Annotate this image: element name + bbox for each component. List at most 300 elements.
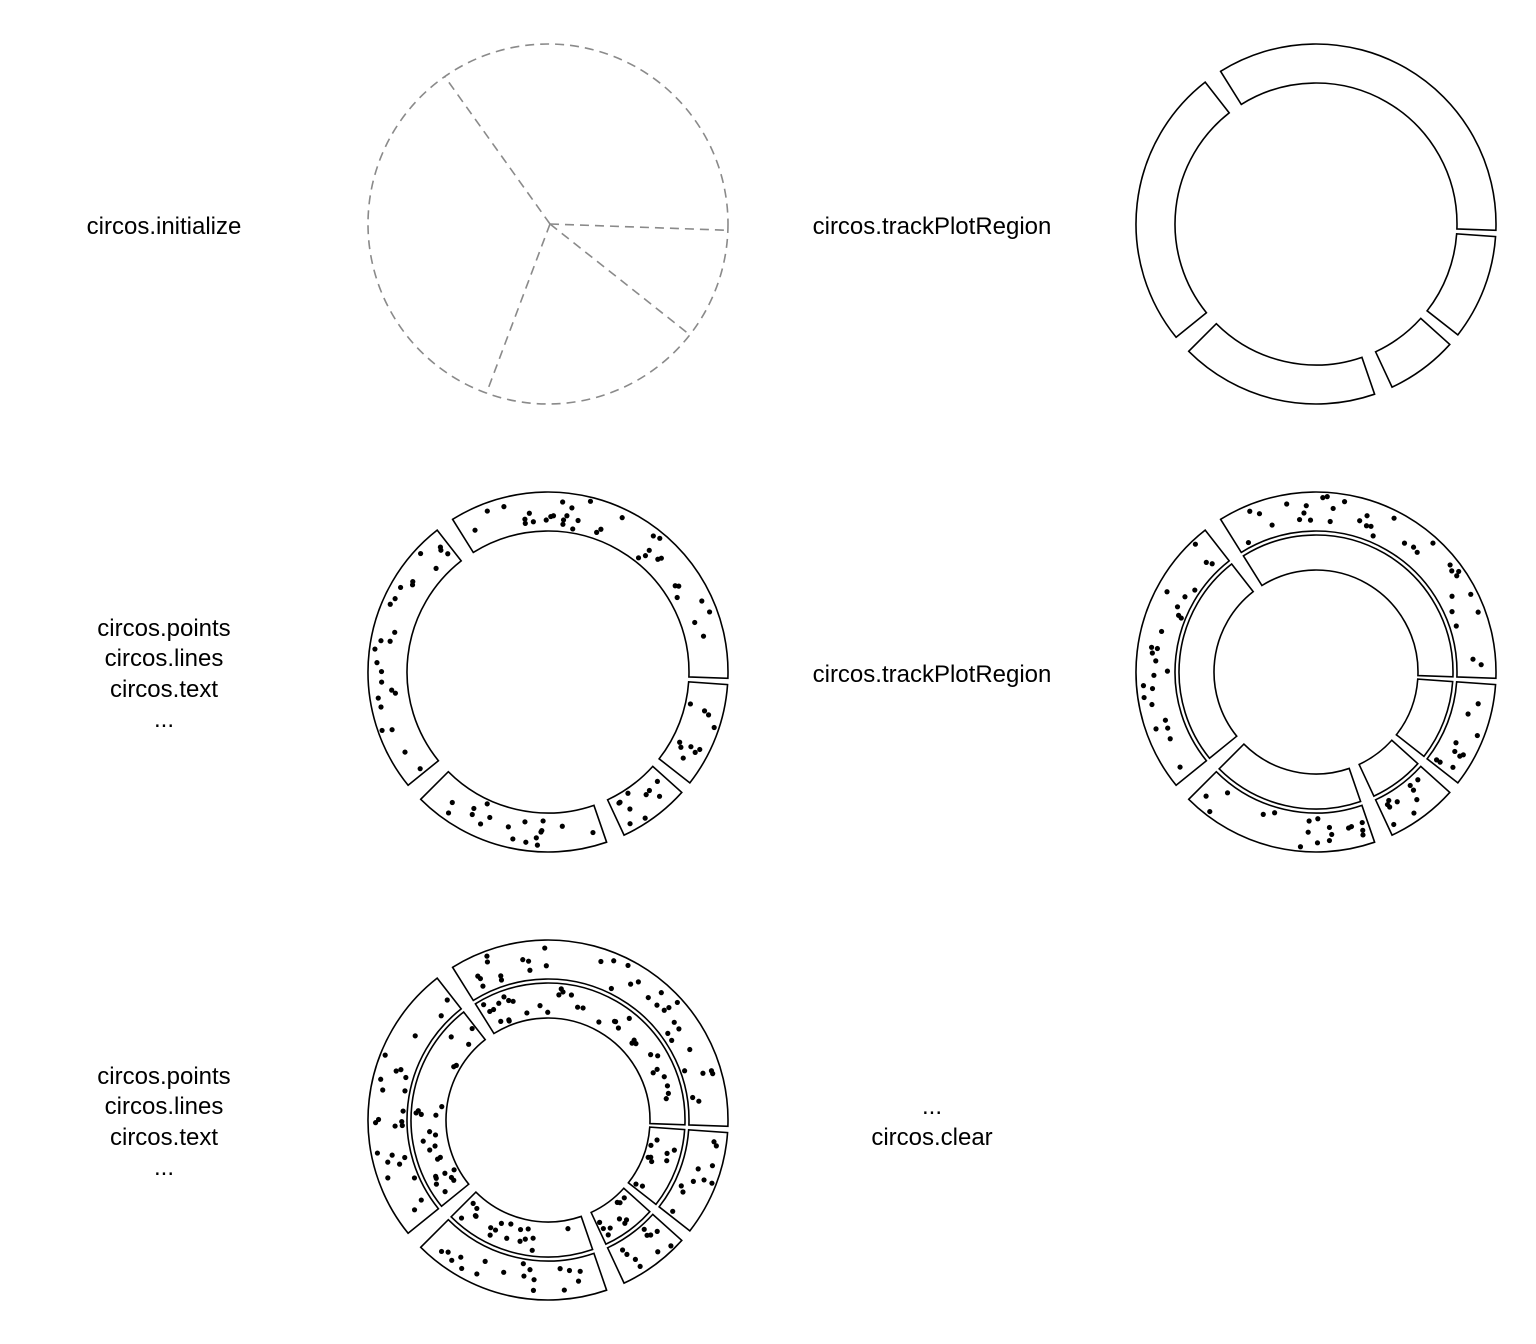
track1-sector-1-point xyxy=(560,499,565,504)
track2-sector-1-point xyxy=(524,1010,529,1015)
track1-sector-2-point xyxy=(1141,683,1146,688)
track1-sector-4-point xyxy=(655,779,660,784)
track1-sector-3-point xyxy=(578,1269,583,1274)
track1-sector-2-point xyxy=(418,551,423,556)
track2-sector-3-point xyxy=(473,1213,478,1218)
track2-sector-1-point xyxy=(481,1002,486,1007)
track1-sector-2-point xyxy=(403,1075,408,1080)
track1-sector-3-point xyxy=(1315,840,1320,845)
track2-sector-4 xyxy=(1359,740,1418,796)
track2-sector-4-point xyxy=(606,1232,611,1237)
track2-sector-5-point xyxy=(648,1143,653,1148)
track2-sector-1-point xyxy=(580,1005,585,1010)
track1-sector-3-point xyxy=(1349,824,1354,829)
track1-sector-1 xyxy=(1221,44,1496,230)
track1-sector-3-point xyxy=(1327,825,1332,830)
track2-sector-3-point xyxy=(493,1227,498,1232)
track1-sector-3-point xyxy=(510,836,515,841)
track1-sector-4-point xyxy=(1411,810,1416,815)
track2-sector-4-point xyxy=(608,1225,613,1230)
track2-sector-4-point xyxy=(597,1220,602,1225)
track1-sector-3-point xyxy=(531,1288,536,1293)
track1-sector-1-point xyxy=(570,526,575,531)
track1-sector-1-point xyxy=(676,1026,681,1031)
track1-sector-3-point xyxy=(506,824,511,829)
track2-sector-1-point xyxy=(545,1010,550,1015)
track1-sector-1-point xyxy=(1415,550,1420,555)
track1-sector-1-point xyxy=(527,968,532,973)
label-lines-2: circos.lines xyxy=(104,1093,224,1120)
track1-sector-1-point xyxy=(1402,541,1407,546)
track1-sector-5-point xyxy=(1438,760,1443,765)
track1-sector-3-point xyxy=(1360,820,1365,825)
label-points-1: circos.points xyxy=(97,615,231,642)
track2-sector-3-point xyxy=(488,1233,493,1238)
track1-sector-5-point xyxy=(1476,701,1481,706)
track1-sector-5-point xyxy=(710,1163,715,1168)
track1-sector-3-point xyxy=(1360,828,1365,833)
initialized-circle xyxy=(368,44,728,404)
track1-sector-3-point xyxy=(558,1266,563,1271)
track1-sector-1-point xyxy=(1454,573,1459,578)
label-track-plot-region-2: circos.trackPlotRegion xyxy=(812,661,1052,688)
label-ellipsis-2: ... xyxy=(153,1154,175,1181)
track2-sector-2-point xyxy=(433,1174,438,1179)
track1-sector-2-point xyxy=(401,1108,406,1113)
track2-sector-2-point xyxy=(451,1167,456,1172)
track1-sector-2-point xyxy=(1149,702,1154,707)
track2-sector-2-point xyxy=(433,1113,438,1118)
track1-sector-3 xyxy=(1189,324,1375,404)
label-points-2: circos.points xyxy=(97,1063,231,1090)
track1-sector-3 xyxy=(421,1220,607,1300)
track1-sector-1-point xyxy=(472,528,477,533)
track1-sector-1-point xyxy=(1364,523,1369,528)
track1-sector-4-point xyxy=(1395,799,1400,804)
track1-sector-4-point xyxy=(1387,804,1392,809)
track1-sector-1-point xyxy=(484,954,489,959)
track1-sector-3-point xyxy=(1261,812,1266,817)
track2-sector-2-point xyxy=(466,1042,471,1047)
track1-sector-3-point xyxy=(1298,844,1303,849)
track1-sector-5-point xyxy=(712,725,717,730)
track1-sector-1-point xyxy=(544,517,549,522)
track1-sector-4-point xyxy=(1408,783,1413,788)
track1-sector-2-point xyxy=(1210,561,1215,566)
track1-sector-2-point xyxy=(1150,686,1155,691)
track1-sector-5-point xyxy=(697,747,702,752)
track1-sector-2-point xyxy=(1179,615,1184,620)
track1-sector-3-point xyxy=(446,810,451,815)
track2-sector-3-point xyxy=(565,1226,570,1231)
track1-sector-4-point xyxy=(644,1233,649,1238)
track1-sector-3-point xyxy=(501,1270,506,1275)
track2-sector-2-point xyxy=(434,1182,439,1187)
track1-sector-1-point xyxy=(1449,568,1454,573)
track2-sector-3-point xyxy=(499,1221,504,1226)
track1-sector-3-point xyxy=(1207,809,1212,814)
track1-sector-1-point xyxy=(1257,511,1262,516)
track1-sector-1-point xyxy=(666,1005,671,1010)
track1-sector-2-point xyxy=(376,695,381,700)
track2-sector-5-point xyxy=(640,1183,645,1188)
track2-sector-2-point xyxy=(416,1108,421,1113)
track1-sector-2-point xyxy=(1163,718,1168,723)
track1-sector-5 xyxy=(1427,682,1495,783)
track1-sector-1-point xyxy=(561,517,566,522)
track1-sector-1-point xyxy=(675,595,680,600)
track1-sector-3-point xyxy=(1306,830,1311,835)
track1-sector-2-point xyxy=(378,1077,383,1082)
track1-sector-1-point xyxy=(662,1008,667,1013)
track1-sector-3-point xyxy=(527,1267,532,1272)
sector-boundary-1 xyxy=(550,224,728,230)
track1-sector-1-point xyxy=(1448,562,1453,567)
track1-sector-1-point xyxy=(654,1003,659,1008)
track2-sector-1 xyxy=(1243,535,1453,677)
track1-sector-1-point xyxy=(485,959,490,964)
track1-sector-2-point xyxy=(1204,560,1209,565)
track2-sector-1-point xyxy=(511,999,516,1004)
track1-sector-2-point xyxy=(389,688,394,693)
track2-sector-5-point xyxy=(648,1155,653,1160)
track1-sector-1-point xyxy=(485,508,490,513)
track1-sector-1-point xyxy=(501,504,506,509)
track1-sector-4-point xyxy=(668,1243,673,1248)
track1-sector-4-point xyxy=(644,792,649,797)
track1-sector-2 xyxy=(368,530,461,785)
track1-sector-2-point xyxy=(379,669,384,674)
track2-sector-3-point xyxy=(523,1237,528,1242)
track1-sector-5-point xyxy=(701,1177,706,1182)
track2-sector-2-point xyxy=(433,1132,438,1137)
label-clear: circos.clear xyxy=(871,1124,993,1151)
track1-sector-2-point xyxy=(445,551,450,556)
track1-sector-5 xyxy=(659,682,727,783)
track2-sector-1-point xyxy=(665,1083,670,1088)
track1-sector-4-point xyxy=(638,1264,643,1269)
track1-sector-3-point xyxy=(521,1261,526,1266)
track2-sector-3 xyxy=(1219,744,1360,809)
track1-sector-2-point xyxy=(392,630,397,635)
track2-sector-1-point xyxy=(664,1096,669,1101)
track1-sector-3-point xyxy=(540,818,545,823)
track1-sector-2-point xyxy=(1153,726,1158,731)
track1-sector-1-point xyxy=(544,963,549,968)
track2-sector-5 xyxy=(1396,679,1452,756)
track2-sector-1-point xyxy=(632,1038,637,1043)
track1-sector-3-point xyxy=(523,840,528,845)
track1-sector-1-point xyxy=(1449,594,1454,599)
track1-sector-5-point xyxy=(706,712,711,717)
track1-sector-5-point xyxy=(670,1209,675,1214)
track1-sector-1-point xyxy=(598,959,603,964)
track1-sector-1-point xyxy=(672,1020,677,1025)
track1-sector-2-point xyxy=(1164,589,1169,594)
track1-sector-3-point xyxy=(522,819,527,824)
track2-sector-2-point xyxy=(435,1157,440,1162)
label-step-track-region-1 xyxy=(813,213,1052,240)
track1-sector-1-point xyxy=(1364,513,1369,518)
track1-sector-1-point xyxy=(1430,540,1435,545)
track1-sector-1-point xyxy=(1479,662,1484,667)
track2-sector-1-point xyxy=(616,1025,621,1030)
track1-sector-1-point xyxy=(665,1031,670,1036)
track2-sector-1-point xyxy=(537,1003,542,1008)
track1-sector-2-point xyxy=(380,1087,385,1092)
track1-sector-1-point xyxy=(675,1000,680,1005)
track2-sector-1-point xyxy=(648,1052,653,1057)
track1-sector-4-point xyxy=(1414,797,1419,802)
track1-sector-1-point xyxy=(569,505,574,510)
track1-sector-4-point xyxy=(657,794,662,799)
track1-sector-1-point xyxy=(1304,503,1309,508)
track1-sector-3-point xyxy=(567,1268,572,1273)
track1-sector-1 xyxy=(453,492,728,678)
track1-sector-5-point xyxy=(1452,749,1457,754)
track1-sector-3-point xyxy=(576,1279,581,1284)
track1-sector-1-point xyxy=(611,958,616,963)
track1-sector-1-point xyxy=(620,515,625,520)
track1-sector-5-point xyxy=(1453,740,1458,745)
track1-sector-2-point xyxy=(445,997,450,1002)
track1-sector-2-point xyxy=(1142,695,1147,700)
label-step-initialize xyxy=(87,213,242,240)
track1-sector-1-point xyxy=(1470,657,1475,662)
track1-sector-2-point xyxy=(372,646,377,651)
track1-sector-3-point xyxy=(539,828,544,833)
track2-sector-1-point xyxy=(501,994,506,999)
track1-sector-2-point xyxy=(393,596,398,601)
track1-sector-1-point xyxy=(520,957,525,962)
label-text-1: circos.text xyxy=(109,676,219,703)
track1-sector-4-point xyxy=(647,788,652,793)
track1-sector-5-point xyxy=(688,744,693,749)
track2-sector-5-point xyxy=(664,1158,669,1163)
track2-sector-3-point xyxy=(518,1227,523,1232)
track1-sector-1-point xyxy=(1449,609,1454,614)
track1-sector-5-point xyxy=(709,1181,714,1186)
track1-sector-3-point xyxy=(534,835,539,840)
track1-sector-1-point xyxy=(673,583,678,588)
track1-sector-5-point xyxy=(693,750,698,755)
track1-sector-2-point xyxy=(1193,542,1198,547)
track1-sector-4-point xyxy=(1415,777,1420,782)
track2-sector-1-point xyxy=(506,998,511,1003)
track1-sector-2-point xyxy=(412,1175,417,1180)
track2-sector-4-point xyxy=(622,1195,627,1200)
track2-sector-1-point xyxy=(666,1091,671,1096)
track1-sector-1-point xyxy=(657,536,662,541)
track1-sector-2-point xyxy=(397,1162,402,1167)
track1-sector-1-point xyxy=(609,986,614,991)
track1-sector-4-point xyxy=(617,800,622,805)
label-step-plot-functions-1 xyxy=(97,615,230,733)
track1-sector-1-point xyxy=(647,548,652,553)
track1-sector-1-point xyxy=(707,609,712,614)
track2-sector-2-point xyxy=(449,1034,454,1039)
track1-sector-2-point xyxy=(385,1160,390,1165)
track2-sector-1-point xyxy=(655,1067,660,1072)
track1-sector-1-point xyxy=(636,979,641,984)
track1-sector-1-point xyxy=(643,553,648,558)
track2-sector-1-point xyxy=(569,992,574,997)
track1-sector-2-point xyxy=(378,704,383,709)
track1-sector-2-point xyxy=(379,728,384,733)
track1-sector-1-point xyxy=(1301,510,1306,515)
track1-sector-2-point xyxy=(394,1068,399,1073)
track2-sector-3-point xyxy=(526,1226,531,1231)
track1-sector-3-point xyxy=(458,1255,463,1260)
track2-sector-4-point xyxy=(601,1226,606,1231)
track1-sector-1-point xyxy=(522,517,527,522)
track1-sector-1-point xyxy=(1468,592,1473,597)
track1-sector-3-point xyxy=(449,1258,454,1263)
track1-sector-1-point xyxy=(700,1071,705,1076)
track1-sector-4-point xyxy=(625,791,630,796)
track1-sector-2-point xyxy=(438,545,443,550)
track1-sector-1-point xyxy=(1411,545,1416,550)
track1-sector-5-point xyxy=(681,755,686,760)
track1-sector-3-point xyxy=(459,1266,464,1271)
track1-sector-1-point xyxy=(564,513,569,518)
track1-sector-4-point xyxy=(655,1229,660,1234)
track2-sector-2 xyxy=(411,1012,485,1206)
track1-sector-3-point xyxy=(1315,816,1320,821)
track1-sector-3-point xyxy=(1327,838,1332,843)
track1-sector-2-point xyxy=(375,1150,380,1155)
track2-sector-3-point xyxy=(530,1248,535,1253)
track1-sector-2 xyxy=(1136,82,1229,337)
track1-sector-3-point xyxy=(487,815,492,820)
track1-sector-1-point xyxy=(709,1068,714,1073)
track1-sector-2-point xyxy=(433,566,438,571)
track1-sector-1-point xyxy=(655,557,660,562)
label-track-plot-region-1: circos.trackPlotRegion xyxy=(812,213,1052,240)
track2-sector-2-point xyxy=(454,1063,459,1068)
track1-sector-3-point xyxy=(478,821,483,826)
track1-sector-1-point xyxy=(498,973,503,978)
track1-sector-5-point xyxy=(714,1143,719,1148)
label-ellipsis-3: ... xyxy=(921,1093,943,1120)
track1-sector-1-point xyxy=(1357,518,1362,523)
track1-sector-5-point xyxy=(688,701,693,706)
track1-sector-3-point xyxy=(474,1271,479,1276)
track1-sector-1-point xyxy=(527,511,532,516)
track2-sector-2-point xyxy=(427,1129,432,1134)
track1-sector-5-point xyxy=(696,1166,701,1171)
track1-sector-3-point xyxy=(1272,810,1277,815)
label-step-track-region-2 xyxy=(813,661,1052,688)
track2-sector-1-point xyxy=(596,1019,601,1024)
track1-sector-3-point xyxy=(1329,832,1334,837)
track2-sector-2-point xyxy=(427,1147,432,1152)
track1-sector-4-point xyxy=(643,816,648,821)
track1-sector-2-point xyxy=(419,1197,424,1202)
track1-sector-4-point xyxy=(620,1247,625,1252)
track1-sector-1-point xyxy=(625,963,630,968)
track1-sector-3-point xyxy=(1360,832,1365,837)
track1-sector-2-point xyxy=(1192,587,1197,592)
label-initialize: circos.initialize xyxy=(86,213,242,240)
track2-sector-3-point xyxy=(531,1236,536,1241)
track1-sector-2-point xyxy=(1159,629,1164,634)
track1-sector-2-point xyxy=(412,1207,417,1212)
track2-sector-1-point xyxy=(655,1053,660,1058)
track2-sector-2-point xyxy=(451,1178,456,1183)
track2-sector-1-point xyxy=(613,1019,618,1024)
track1-sector-1-point xyxy=(646,995,651,1000)
track1-sector-1-point xyxy=(690,1095,695,1100)
track1-sector-2-point xyxy=(410,579,415,584)
track1-sector-2-point xyxy=(390,1153,395,1158)
track1-sector-1-point xyxy=(692,620,697,625)
label-text-2: circos.text xyxy=(109,1124,219,1151)
track1-sector-1-point xyxy=(480,984,485,989)
track1-sector-2-point xyxy=(1175,604,1180,609)
track2-sector-3-point xyxy=(488,1225,493,1230)
track1-sector-5-point xyxy=(1475,733,1480,738)
track1-sector-4-point xyxy=(627,806,632,811)
track2-sector-4-point xyxy=(617,1216,622,1221)
track1-sector-1-point xyxy=(687,1047,692,1052)
track1-sector-2-point xyxy=(439,1013,444,1018)
track1-sector-4 xyxy=(608,1214,682,1283)
track1-sector-3-point xyxy=(521,1273,526,1278)
track1-sector-1-point xyxy=(1342,499,1347,504)
track1-sector-1-point xyxy=(531,519,536,524)
sector-boundary-2 xyxy=(445,77,550,224)
track1-sector-3-point xyxy=(1225,790,1230,795)
track1-sector-2-point xyxy=(398,1067,403,1072)
track2-sector-5-point xyxy=(672,1148,677,1153)
track1-sector-3-point xyxy=(1203,794,1208,799)
track1-sector-2-point xyxy=(383,1053,388,1058)
track1-sector-2-point xyxy=(400,1123,405,1128)
label-step-clear xyxy=(871,1093,992,1151)
track1-sector-2-point xyxy=(385,1175,390,1180)
track1-sector-2-point xyxy=(398,585,403,590)
track2-sector-2 xyxy=(1179,564,1253,758)
empty-track-diagram xyxy=(1136,44,1496,404)
track1-sector-1-point xyxy=(542,945,547,950)
track1-sector-1-point xyxy=(699,598,704,603)
track2-sector-2-point xyxy=(442,1189,447,1194)
label-step-plot-functions-2 xyxy=(97,1063,230,1181)
track1-sector-1-point xyxy=(1371,533,1376,538)
track2-sector-3-point xyxy=(459,1215,464,1220)
track1-sector-1-point xyxy=(1246,540,1251,545)
track1-sector-2-point xyxy=(1151,673,1156,678)
track2-sector-2-point xyxy=(470,1026,475,1031)
track2-sector-3-point xyxy=(474,1206,479,1211)
track1-sector-5-point xyxy=(702,708,707,713)
track-with-points-diagram xyxy=(368,492,728,852)
track1-sector-5-point xyxy=(1465,711,1470,716)
two-tracks-with-points-diagram xyxy=(368,940,728,1300)
track1-sector-2-point xyxy=(373,1120,378,1125)
track1-sector-1-point xyxy=(1284,501,1289,506)
track1-sector-1-point xyxy=(588,499,593,504)
track1-sector-2-point xyxy=(1165,669,1170,674)
track1-sector-1-point xyxy=(1320,495,1325,500)
track1-sector-4-point xyxy=(633,1257,638,1262)
track2-sector-1-point xyxy=(487,1009,492,1014)
track1-sector-4-point xyxy=(1391,822,1396,827)
track2-sector-1-point xyxy=(498,1019,503,1024)
track1-sector-2-point xyxy=(402,1155,407,1160)
track2-sector-1 xyxy=(475,983,685,1125)
